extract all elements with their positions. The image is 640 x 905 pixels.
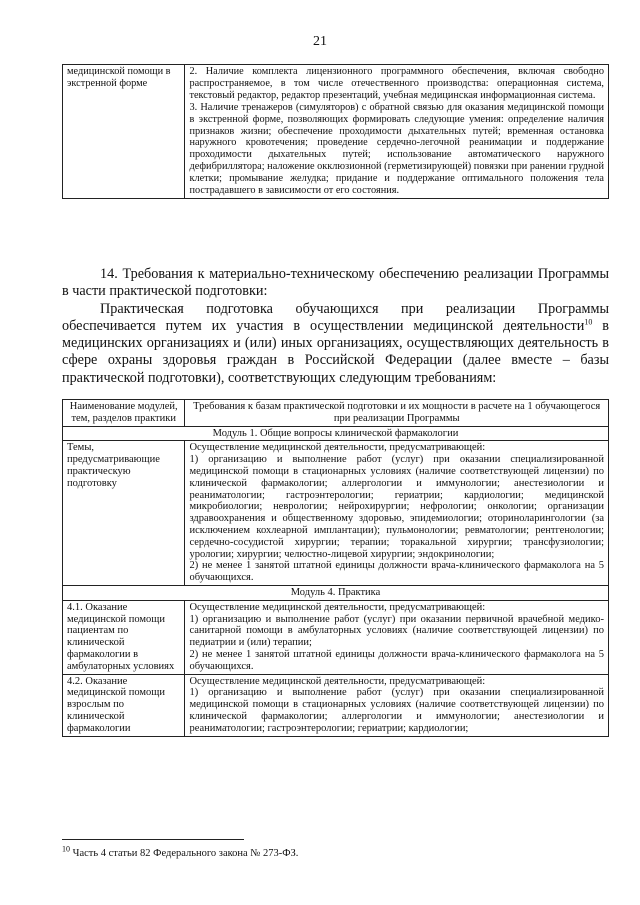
row41-intro: Осуществление медицинской деятельности, предусматривающей:: [189, 601, 486, 613]
header-col2: Требования к базам практической подготовки и их мощности в расчете на 1 обучающегося при реализации Программы: [185, 400, 609, 427]
row-themes-right: [185, 441, 609, 586]
table-row: [63, 674, 609, 736]
table-row: [63, 441, 609, 586]
row41-item1: 1) организацию и выполнение работ (услуг) при оказании первичной врачебной медико-санитарной помощи в амбулаторных условиях (наличие соответствующей лицензии) по педиатрии и (или) терапии;: [189, 613, 604, 649]
footnote: [62, 844, 609, 859]
row42-right: [185, 674, 609, 736]
footnote-ref: 10: [584, 317, 593, 327]
paragraph-main: Практическая подготовка обучающихся при реализации Программы обеспечивается путем их участия в осуществлении медицинской деятельности: [62, 300, 609, 334]
table-header-row: [63, 400, 609, 427]
paragraph-rest: в медицинских организациях и (или) иных организациях, осуществляющих деятельность в сфере охраны здоровья граждан в Российской Федерации (далее вместе – базы практической подготовки), соответствующих следующим требованиям:: [62, 317, 609, 386]
practical-training-table: [62, 399, 609, 737]
footnote-text: Часть 4 статьи 82 Федерального закона № 273-ФЗ.: [70, 848, 299, 859]
row-themes-item1: 1) организацию и выполнение работ (услуг) при оказании специализированной медицинской помощи в стационарных условиях (наличие соответствующей лицензии) по клинической фармакологии; аллергологии и иммунологии; анестезиологии и реаниматологии; гастроэнтерологии; гериатрии; кардиологии; медицинской микробиологии; неврологии; нейрохирургии; нефрологии; онкологии; организации здравоохранения и общественному здоровью, эпидемиологии; оториноларингологии (за исключением кохлеарной имплантации); пульмонологии; ревматологии; рентгенологии; сердечно-сосудистой хирургии; терапии; торакальной хирургии; трансфузиологии; урологии; хирургии; челюстно-лицевой хирургии; эндокринологии;: [189, 454, 604, 560]
table-cell-left: медицинской помощи в экстренной форме: [63, 65, 185, 199]
module4-title: Модуль 4. Практика: [63, 585, 609, 600]
row42-left: 4.2. Оказание медицинской помощи взрослым по клинической фармакологии: [63, 674, 185, 736]
row41-right: [185, 600, 609, 674]
module-row: [63, 585, 609, 600]
footnote-divider: [62, 839, 244, 840]
row41-item2: 2) не менее 1 занятой штатной единицы должности врача-клинического фармаколога на 5 обучающихся.: [189, 648, 604, 672]
row41-left: 4.1. Оказание медицинской помощи пациентам по клинической фармакологии в амбулаторных условиях: [63, 600, 185, 674]
table-cell-right: [185, 65, 609, 199]
section-paragraph: [62, 301, 609, 387]
module-row: [63, 426, 609, 441]
footnote-number: 10: [62, 844, 70, 854]
table-row: [63, 600, 609, 674]
requirement-item-2: 2. Наличие комплекта лицензионного программного обеспечения, включая свободно распространяемое, в том числе отечественного производства: операционная система, текстовый редактор, редактор презентаций, учебная медицинская информационная система.: [189, 66, 604, 101]
section-text: [62, 266, 609, 387]
table-row: [63, 65, 609, 199]
row-themes-intro: Осуществление медицинской деятельности, предусматривающей:: [189, 442, 486, 454]
page-number: 21: [313, 34, 327, 49]
section-heading: 14. Требования к материально-техническому обеспечению реализации Программы в части практической подготовки:: [62, 266, 609, 300]
module1-title: Модуль 1. Общие вопросы клинической фармакологии: [63, 426, 609, 441]
row42-intro: Осуществление медицинской деятельности, предусматривающей:: [189, 675, 486, 687]
row42-item1: 1) организацию и выполнение работ (услуг) при оказании специализированной медицинской помощи в стационарных условиях (наличие соответствующей лицензии) по клинической фармакологии; аллергологии и иммунологии; анестезиологии и реаниматологии; гастроэнтерологии; гериатрии; кардиологии;: [189, 687, 604, 734]
requirement-item-3: 3. Наличие тренажеров (симуляторов) с обратной связью для оказания медицинской помощи в экстренной форме, позволяющих формировать следующие умения: определение наличия признаков жизни; обеспечение проходимости дыхательных путей; временная остановка наружного кровотечения; проведение сердечно-легочной реанимации и поддержание проходимости дыхательных путей; использование автоматического наружного дефибриллятора; наложение окклюзионной (герметизирующей) повязки при ранении грудной клетки; промывание желудка; придание и поддержание оптимального положения тела пострадавшего в зависимости от его состояния.: [189, 101, 604, 197]
header-col1: Наименование модулей, тем, разделов практики: [63, 400, 185, 427]
row-themes-item2: 2) не менее 1 занятой штатной единицы должности врача-клинического фармаколога на 5 обучающихся.: [189, 560, 604, 584]
row-themes-left: Темы, предусматривающие практическую подготовку: [63, 441, 185, 586]
equipment-table-continued: [62, 64, 609, 199]
